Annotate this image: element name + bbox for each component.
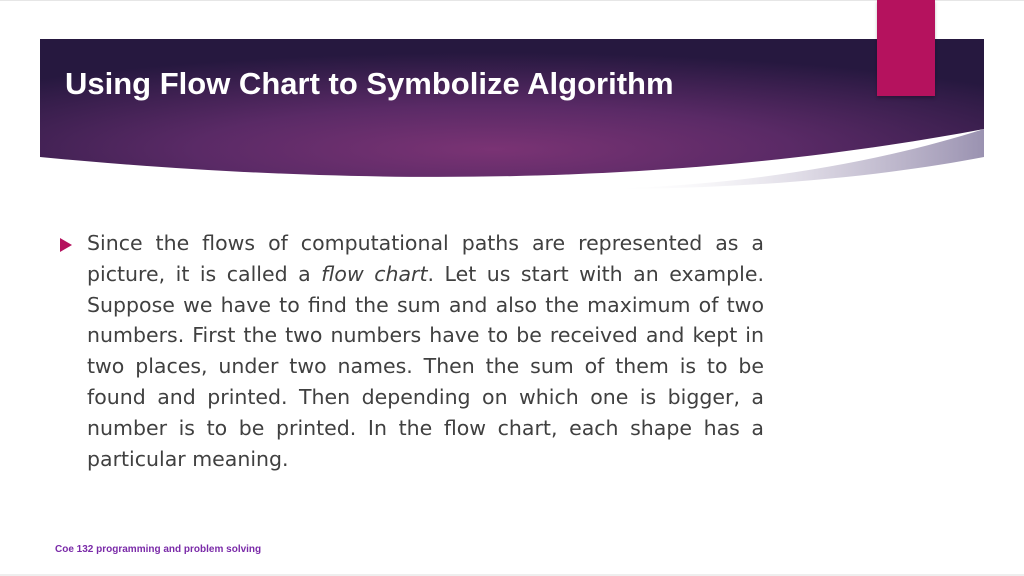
body-paragraph [87, 228, 764, 474]
accent-tab [877, 0, 935, 96]
slide-title: Using Flow Chart to Symbolize Algorithm [65, 66, 674, 101]
body-text-emphasis: flow chart [321, 261, 428, 286]
title-banner [40, 39, 984, 191]
triangle-bullet-icon [60, 238, 72, 252]
top-divider [0, 0, 1024, 1]
banner-shape [40, 39, 984, 191]
footer-text: Coe 132 programming and problem solving [55, 544, 262, 555]
body-text-rest: . Let us start with an example. Suppose we have to find the sum and also the maximum of two numbers. First the two numbers have to be received and kept in two places, under two names. Then the sum of them is to be found and printed. Then depending on which one is bigger, a number is to be printed. In the flow chart, each shape has a particular meaning. [87, 261, 764, 471]
body-text-lead: Since the flows of computational paths are represented as a picture, it is called a [87, 231, 764, 286]
